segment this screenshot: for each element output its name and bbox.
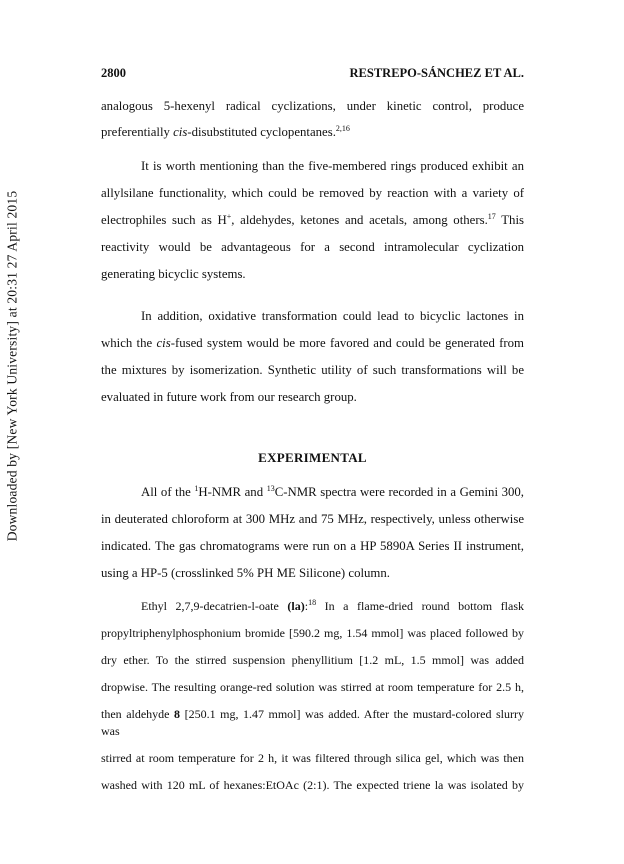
paragraph-oxidative (101, 308, 524, 406)
download-note: Downloaded by [New York University] at 20:31 27 April 2015 (4, 190, 20, 542)
text-line: indicated. The gas chromatograms were run on a HP 5890A Series II instrument, (101, 539, 524, 553)
page-number: 2800 (101, 66, 126, 80)
text-line: in deuterated chloroform at 300 MHz and 75 MHz, respectively, unless otherwise (101, 512, 524, 526)
text-line: then aldehyde 8 [250.1 mg, 1.47 mmol] was added. After the mustard-colored slurry was (101, 707, 524, 738)
section-heading: EXPERIMENTAL (258, 450, 367, 465)
text-line: All of the $^1$H-NMR and $^{13}$C-NMR spectra were recorded in a Gemini 300, (141, 484, 524, 499)
paragraph-instruments (101, 484, 524, 582)
text-line: dry ether. To the stirred suspension phenyllitium [1.2 mL, 1.5 mmol] was added (101, 653, 524, 667)
text-line: reactivity would be advantageous for a second intramolecular cyclization (101, 240, 524, 254)
paragraph-procedure (101, 598, 524, 794)
text-line: using a HP-5 (crosslinked 5% PH ME Silicone) column. (101, 566, 390, 580)
paragraph-continuation (101, 98, 524, 141)
compound-label: (la) (287, 599, 305, 613)
text-line: the mixtures by isomerization. Synthetic utility of such transformations will be (101, 363, 524, 377)
text-line: allylsilane functionality, which could be removed by reaction with a variety of (101, 186, 524, 200)
citation: 18 (308, 598, 317, 607)
text-line: generating bicyclic systems. (101, 267, 246, 281)
text-line: stirred at room temperature for 2 h, it was filtered through silica gel, which was then (101, 751, 524, 765)
text-line: dropwise. The resulting orange-red solution was stirred at room temperature for 2.5 h, (101, 680, 524, 694)
paragraph-allylsilane (101, 158, 524, 283)
text-line: propyltriphenylphosphonium bromide [590.2 mg, 1.54 mmol] was placed followed by (101, 626, 524, 640)
download-watermark (2, 116, 22, 616)
citation: 17 (487, 212, 496, 221)
running-head: RESTREPO-SÁNCHEZ ET AL. (349, 66, 524, 80)
text-line: preferentially cis-disubstituted cyclopentanes.$^{2,16}$ (101, 124, 350, 139)
page-header (101, 66, 524, 81)
text-line: washed with 120 mL of hexanes:EtOAc (2:1). The expected triene la was isolated by (101, 778, 524, 792)
text-line: Ethyl 2,7,9-decatrien-l-oate (la):$^{18}$ In a flame-dried round bottom flask (141, 598, 524, 613)
text-line: In addition, oxidative transformation could lead to bicyclic lactones in (141, 309, 524, 323)
citation: 2,16 (335, 124, 350, 133)
text-line: It is worth mentioning than the five-membered rings produced exhibit an (141, 159, 524, 173)
text-line: which the cis-fused system would be more favored and could be generated from (101, 336, 524, 350)
text-line: analogous 5-hexenyl radical cyclizations, under kinetic control, produce (101, 99, 524, 113)
text-line: electrophiles such as H+, aldehydes, ketones and acetals, among others.$^{17}$ This (101, 212, 524, 227)
text-line: evaluated in future work from our research group. (101, 390, 357, 404)
compound-label: 8 (174, 707, 181, 721)
